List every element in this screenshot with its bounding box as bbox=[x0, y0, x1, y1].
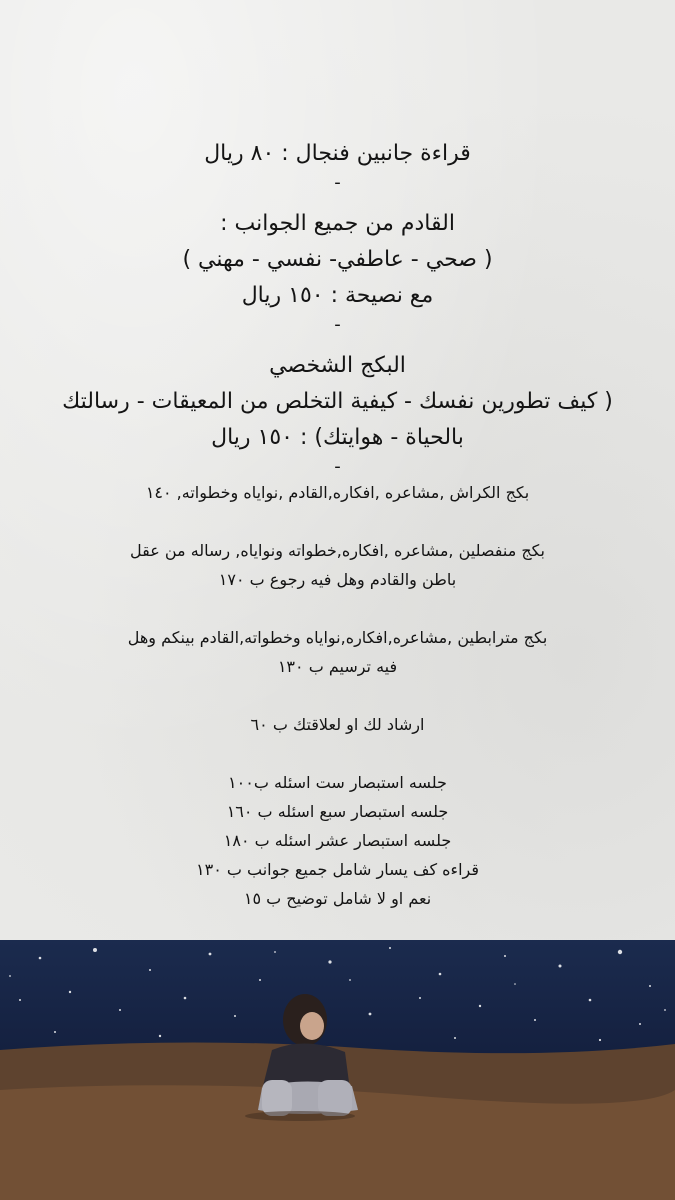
night-desert-photo bbox=[0, 940, 675, 1200]
photo-illustration bbox=[0, 940, 675, 1200]
separator-dash: - bbox=[334, 172, 341, 193]
session-ten-questions: جلسه استبصار عشر اسئله ب ١٨٠ bbox=[223, 831, 452, 850]
personal-package-title: البكج الشخصي bbox=[269, 353, 406, 378]
price-line-coffee-reading: قراءة جانبين فنجال : ٨٠ ريال bbox=[204, 141, 471, 166]
separator-dash: - bbox=[334, 456, 341, 477]
session-six-questions: جلسه استبصار ست اسئله ب١٠٠ bbox=[228, 773, 447, 792]
price-line-with-advice: مع نصيحة : ١٥٠ ريال bbox=[241, 283, 434, 308]
package-connected-line-2: فيه ترسيم ب ١٣٠ bbox=[277, 657, 398, 676]
yes-no-reading: نعم او لا شامل توضيح ب ١٥ bbox=[243, 889, 432, 908]
personal-package-details: ( كيف تطورين نفسك - كيفية التخلص من المعيقات - رسالتك bbox=[62, 389, 613, 414]
package-crush: بكج الكراش ,مشاعره ,افكاره,القادم ,نواياه وخطواته, ١٤٠ bbox=[145, 483, 530, 502]
package-separated-line-1: بكج منفصلين ,مشاعره ,افكاره,خطواته ونواياه, رساله من عقل bbox=[130, 541, 545, 560]
personal-package-price: بالحياة - هوايتك) : ١٥٠ ريال bbox=[211, 425, 464, 450]
session-seven-questions: جلسه استبصار سبع اسئله ب ١٦٠ bbox=[226, 802, 449, 821]
stars bbox=[9, 947, 666, 1041]
upcoming-all-aspects-title: القادم من جميع الجوانب : bbox=[220, 211, 455, 236]
price-list bbox=[40, 136, 635, 913]
guidance-offer: ارشاد لك او لعلاقتك ب ٦٠ bbox=[250, 715, 425, 734]
package-connected-line-1: بكج مترابطين ,مشاعره,افكاره,نواياه وخطواته,القادم بينكم وهل bbox=[127, 628, 548, 647]
package-separated-line-2: باطن والقادم وهل فيه رجوع ب ١٧٠ bbox=[218, 570, 457, 589]
separator-dash: - bbox=[334, 314, 341, 335]
aspects-list: ( صحي - عاطفي- نفسي - مهني ) bbox=[182, 247, 493, 272]
palm-reading: قراءه كف يسار شامل جميع جوانب ب ١٣٠ bbox=[196, 860, 479, 879]
